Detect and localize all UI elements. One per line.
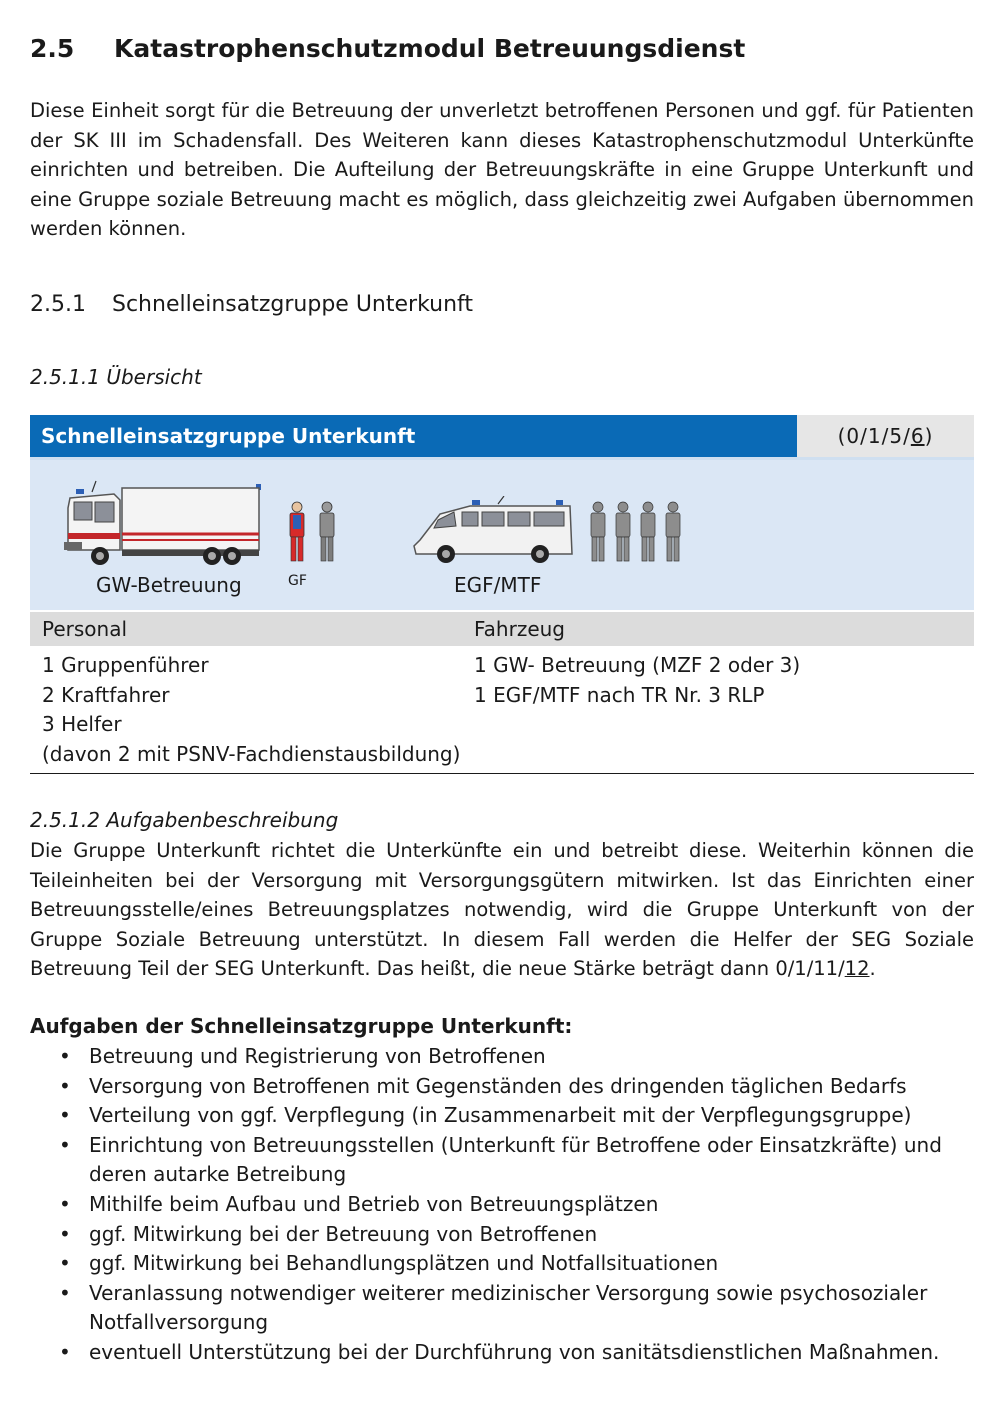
list-heading: Aufgaben der Schnelleinsatzgruppe Unterkunft:	[30, 1014, 573, 1038]
new-strength-total: 12	[844, 957, 870, 981]
intro-paragraph: Diese Einheit sorgt für die Betreuung der unverletzt betroffenen Personen und ggf. für Patienten der SK III im Schadensfall. Des Weiteren kann dieses Katastrophenschutzmodul Unterkünfte einrichten und betreiben. Die Aufteilung der Betreuungskräfte in eine Gruppe Unterkunft und eine Gruppe soziale Betreuung macht es möglich, dass gleichzeitig zwei Aufgaben übernommen werden können.	[30, 99, 974, 241]
strength-prefix: (0/1/5/	[837, 424, 911, 448]
vehicle1-label: GW-Betreuung	[96, 573, 242, 597]
leader-label: GF	[288, 573, 307, 589]
overview-heading: 2.5.1.1 Übersicht	[30, 365, 202, 389]
fahrzeug-item: 1 GW- Betreuung (MZF 2 oder 3)	[474, 653, 801, 677]
egf-mtf-van-icon	[410, 496, 578, 568]
subsection-heading	[30, 292, 473, 317]
vehicle2-label: EGF/MTF	[454, 573, 542, 597]
personal-item: 1 Gruppenführer	[42, 653, 209, 677]
list-item: • eventuell Unterstützung bei der Durchführung von sanitätsdienstlichen Maßnahmen.	[30, 1338, 974, 1368]
table-bottom-rule	[30, 773, 974, 774]
strength-total: 6	[910, 424, 925, 448]
personal-list	[42, 651, 460, 769]
fahrzeug-item: 1 EGF/MTF nach TR Nr. 3 RLP	[474, 682, 765, 707]
gw-betreuung-truck-icon	[62, 478, 262, 566]
list-item: • Mithilfe beim Aufbau und Betrieb von Betreuungsplätzen	[30, 1190, 974, 1220]
tasks-paragraph	[30, 836, 974, 984]
col-personal-header: Personal	[42, 617, 128, 641]
list-item: • ggf. Mitwirkung bei Behandlungsplätzen und Notfallsituationen	[30, 1249, 974, 1279]
task-list	[30, 1042, 974, 1368]
personal-item: (davon 2 mit PSNV-Fachdienstausbildung)	[42, 741, 461, 766]
section-heading	[30, 34, 745, 63]
tasks-text: Die Gruppe Unterkunft richtet die Unterkünfte ein und betreibt diese. Weiterhin können die Teileinheiten bei der Versorgung mit Versorgungsgütern mitwirken. Ist das Einrichten einer Betreuungsstelle/eines Betreuungsplatzes notwendig, wird die Gruppe Unterkunft von der Gruppe Soziale Betreuung unterstützt. In diesem Fall werden die Helfer der SEG Soziale Betreuung Teil der SEG Unterkunft. Das heißt, die neue Stärke beträgt dann 0/1/11/	[30, 839, 974, 981]
tasks-text-end: .	[869, 957, 876, 981]
list-item: • Einrichtung von Betreuungsstellen (Unterkunft für Betroffene oder Einsatzkräfte) und deren autarke Betreibung	[30, 1131, 974, 1190]
col-fahrzeug-header: Fahrzeug	[474, 617, 565, 641]
list-item: • Betreuung und Registrierung von Betroffenen	[30, 1042, 974, 1072]
strength-suffix: )	[924, 424, 934, 448]
group-leader-figures-icon	[284, 500, 346, 564]
section-number: 2.5	[30, 34, 75, 63]
list-item: • Verteilung von ggf. Verpflegung (in Zusammenarbeit mit der Verpflegungsgruppe)	[30, 1101, 974, 1131]
subsection-title: Schnelleinsatzgruppe Unterkunft	[112, 292, 474, 317]
subsection-number: 2.5.1	[30, 292, 86, 317]
list-item: • ggf. Mitwirkung bei der Betreuung von Betroffenen	[30, 1220, 974, 1250]
strength-code	[797, 415, 974, 457]
table-title: Schnelleinsatzgruppe Unterkunft	[30, 415, 797, 457]
section-title: Katastrophenschutzmodul Betreuungsdienst	[114, 34, 746, 63]
tasks-heading: 2.5.1.2 Aufgabenbeschreibung	[30, 808, 339, 832]
personal-item: 3 Helfer	[42, 712, 122, 737]
helper-figures-icon	[586, 500, 690, 564]
list-item: • Veranlassung notwendiger weiterer medizinischer Versorgung sowie psychosozialer Notfallversorgung	[30, 1279, 974, 1338]
list-item: • Versorgung von Betroffenen mit Gegenständen des dringenden täglichen Bedarfs	[30, 1072, 974, 1102]
fahrzeug-list	[474, 651, 800, 710]
personal-item: 2 Kraftfahrer	[42, 682, 170, 707]
